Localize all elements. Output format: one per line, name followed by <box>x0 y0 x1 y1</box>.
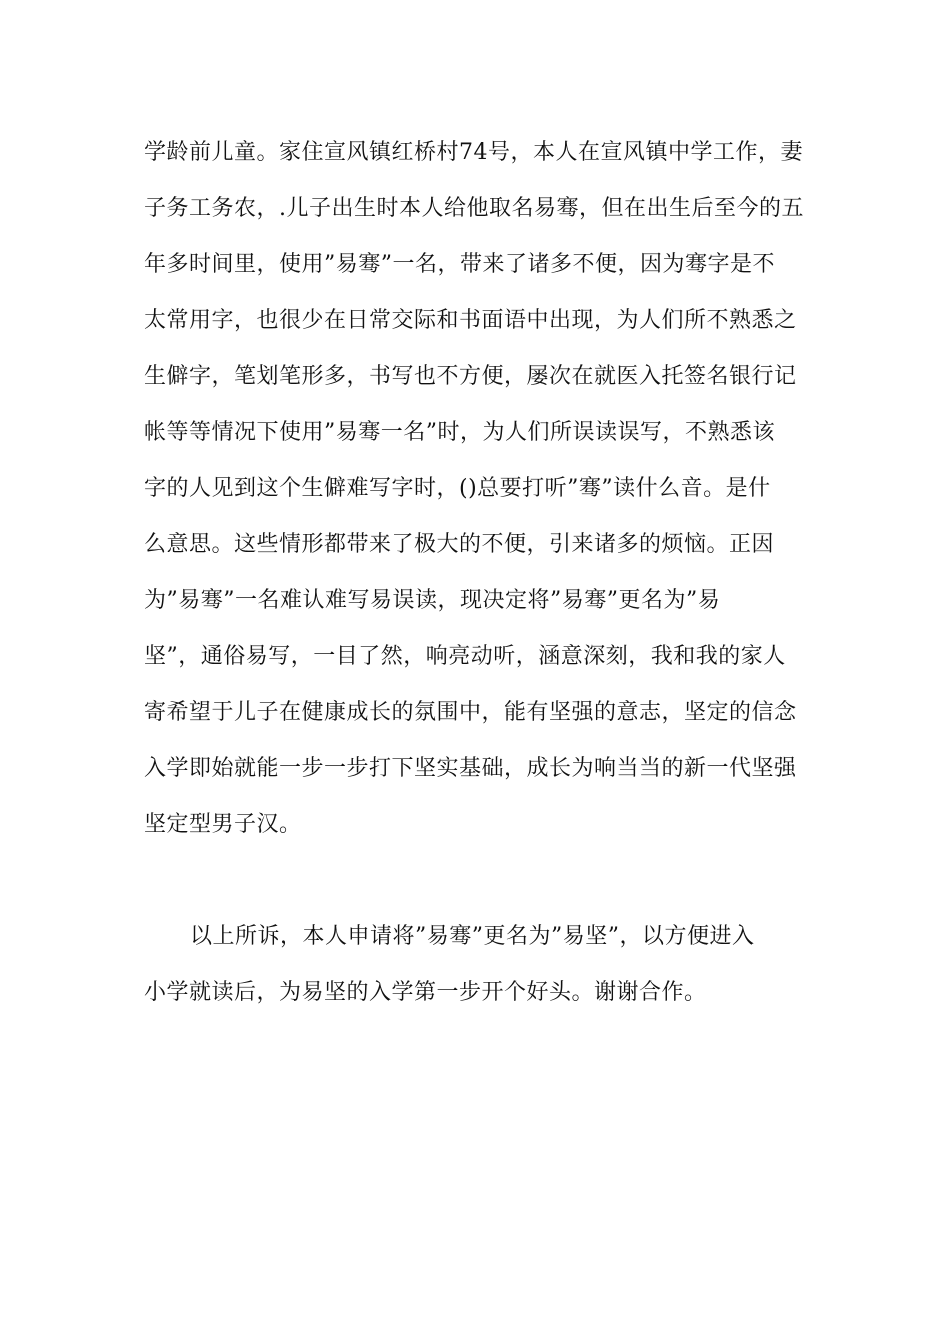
paragraph1-line-3: 年多时间里，使用”易骞”一名，带来了诸多不便，因为骞字是不 <box>144 252 775 277</box>
paragraph1-line-4: 太常用字，也很少在日常交际和书面语中出现，为人们所不熟悉之 <box>144 308 797 333</box>
paragraph1-line-13: 坚定型男子汉。 <box>144 812 302 837</box>
paragraph1-line-6: 帐等等情况下使用”易骞一名”时，为人们所误读误写，不熟悉该 <box>144 420 775 445</box>
paragraph1-line-5: 生僻字，笔划笔形多，书写也不方便，屡次在就医入托签名银行记 <box>144 364 797 389</box>
paragraph1-line-2: 子务工务农，.儿子出生时本人给他取名易骞，但在出生后至今的五 <box>144 196 804 221</box>
paragraph1-line-10: 坚”，通俗易写，一目了然，响亮动听，涵意深刻，我和我的家人 <box>144 644 786 669</box>
paragraph1-line-1: 学龄前儿童。家住宣风镇红桥村74号，本人在宣风镇中学工作，妻 <box>144 140 803 165</box>
paragraph-spacing <box>144 853 816 909</box>
document-body <box>144 125 816 1021</box>
paragraph1-line-9: 为”易骞”一名难认难写易误读，现决定将”易骞”更名为”易 <box>144 588 721 613</box>
paragraph2-line-1: 以上所诉，本人申请将”易骞”更名为”易坚”，以方便进入 <box>190 924 755 949</box>
paragraph1-line-7: 字的人见到这个生僻难写字时，()总要打听”骞”读什么音。是什 <box>144 476 771 501</box>
paragraph1-line-8: 么意思。这些情形都带来了极大的不便，引来诸多的烦恼。正因 <box>144 532 775 557</box>
paragraph1-line-12: 入学即始就能一步一步打下坚实基础，成长为响当当的新一代坚强 <box>144 756 797 781</box>
paragraph1-line-11: 寄希望于儿子在健康成长的氛围中，能有坚强的意志，坚定的信念 <box>144 700 797 725</box>
paragraph2-line-2: 小学就读后，为易坚的入学第一步开个好头。谢谢合作。 <box>144 980 707 1005</box>
